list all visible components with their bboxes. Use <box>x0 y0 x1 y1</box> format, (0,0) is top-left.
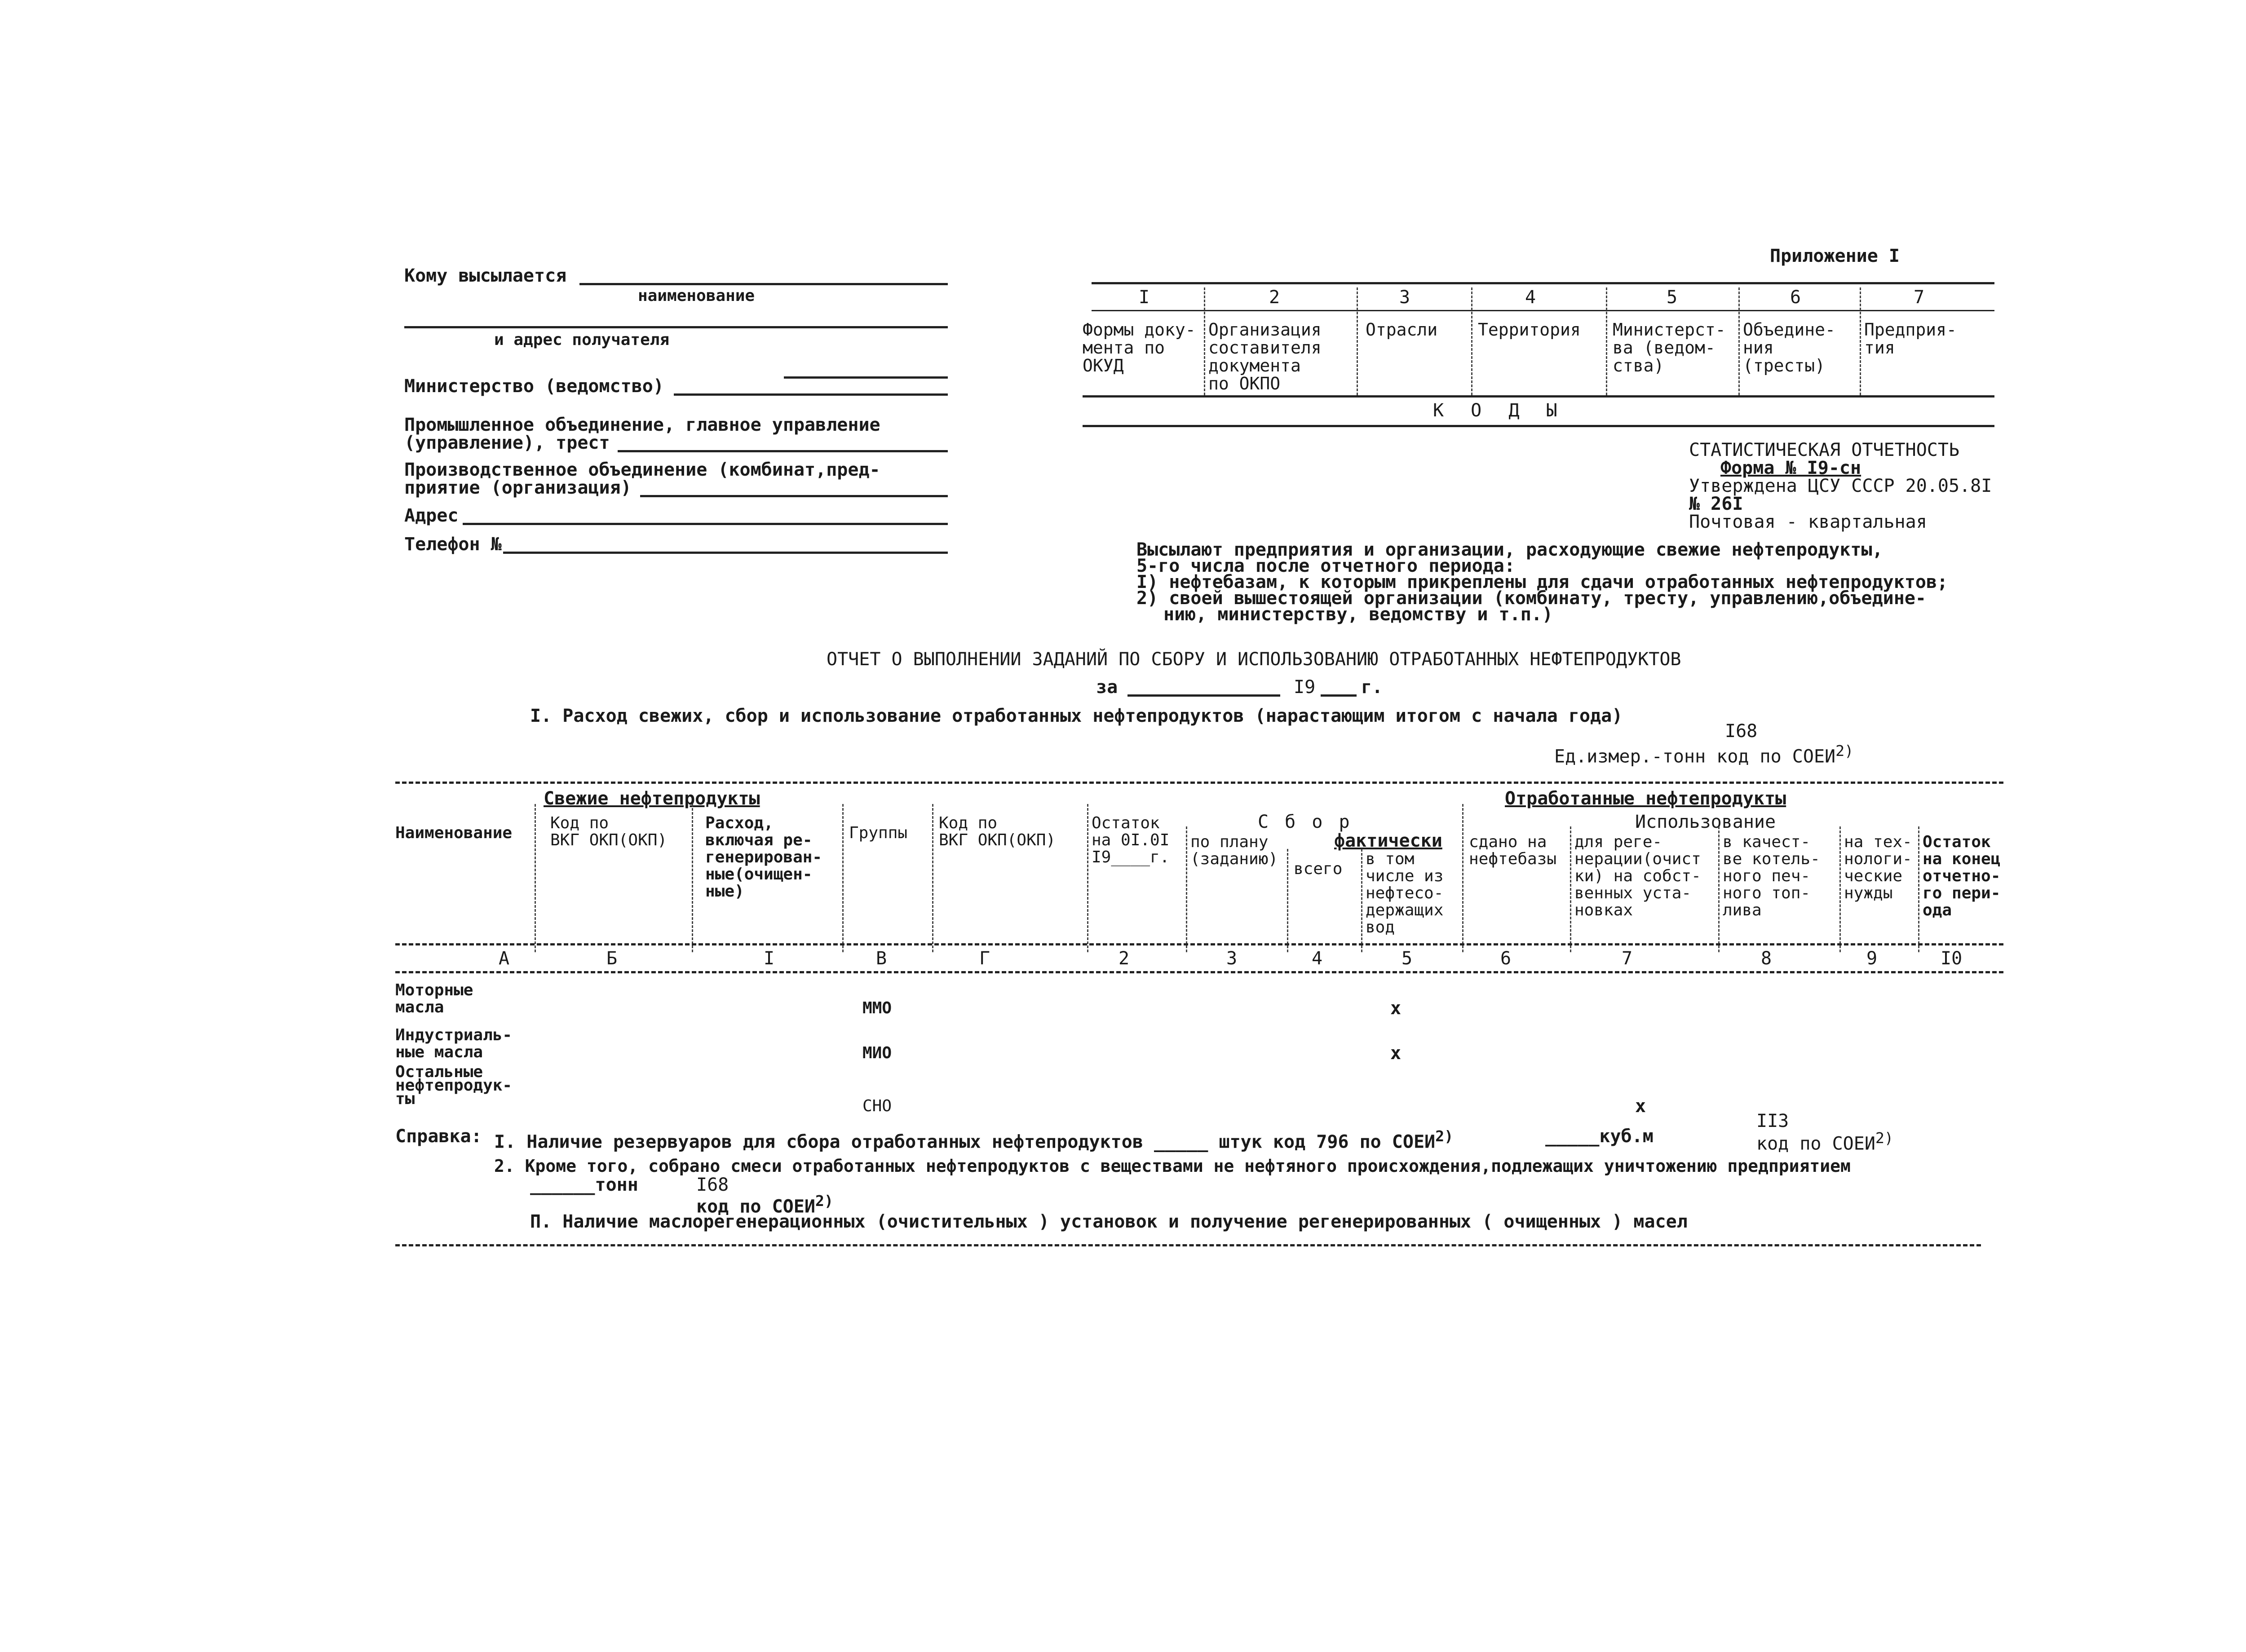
address-label: Адрес <box>404 505 459 526</box>
name-caption: наименование <box>638 287 755 305</box>
col-sep-8 <box>1361 849 1362 952</box>
codes-header-branch: Отрасли <box>1366 320 1438 340</box>
note-2-code-sup: 2) <box>815 1192 834 1210</box>
header-name: Наименование <box>395 824 513 842</box>
association-label-2: (управление), трест <box>404 433 610 453</box>
codes-header-enterprise: Предприя- тия <box>1864 320 1957 358</box>
form-info-line-4: № 26I <box>1689 494 1743 514</box>
col-label-a: А <box>499 948 510 969</box>
note-1 <box>494 1126 1453 1152</box>
codes-sep-1 <box>1204 287 1205 395</box>
header-balance-start: Остаток на 0I.0I I9____г. <box>1092 814 1170 866</box>
section-1-title: I. Расход свежих, сбор и использование отработанных нефтепродуктов (нарастающим итогом с начала года) <box>530 706 1623 726</box>
col-label-5: 5 <box>1402 948 1413 969</box>
section-2-title: П. Наличие маслорегенерационных (очистительных ) установок и получение регенерированных ( очищенных ) масел <box>530 1211 1688 1232</box>
header-bottom-rule <box>395 943 2003 945</box>
codes-footer-rule <box>1083 425 1994 427</box>
group-used: Отработанные нефтепродукты <box>1505 788 1786 809</box>
col-label-rule <box>395 971 2003 973</box>
instructions-line-2: 5-го числа после отчетного периода: <box>1136 556 1515 576</box>
codes-col-num-2: 2 <box>1269 287 1280 308</box>
codes-header-association: Объедине- ния (тресты) <box>1743 320 1835 375</box>
header-regeneration: для реге- нерации(очист ки) на собст- венных уста- новках <box>1574 833 1701 919</box>
ministry-field-line-2[interactable] <box>784 376 948 379</box>
row-name-other-products: Остальные нефтепродук- ты <box>395 1063 513 1108</box>
codes-sep-5 <box>1738 287 1740 395</box>
row-mark-motor-oils: x <box>1390 998 1402 1019</box>
col-sep-1 <box>535 804 536 952</box>
header-included: в том числе из нефтесо- держащих вод <box>1366 850 1444 936</box>
header-tech-needs: на тех- нологи- ческие нужды <box>1844 833 1912 902</box>
note-2-tail: ______тонн <box>530 1175 638 1195</box>
col-label-10: I0 <box>1941 948 1963 969</box>
note-1-code: II3 <box>1756 1111 1789 1131</box>
group-actual: фактически <box>1334 830 1442 851</box>
unit-label <box>1554 741 1853 766</box>
codes-header-okud: Формы доку- мента по ОКУД <box>1083 320 1196 375</box>
address-caption: и адрес получателя <box>494 331 670 349</box>
phone-label: Телефон № <box>404 534 502 555</box>
note-1-sup: 2) <box>1435 1127 1454 1145</box>
header-total: всего <box>1294 860 1343 878</box>
address-field-line[interactable] <box>404 326 948 328</box>
ministry-field-line[interactable] <box>674 393 948 396</box>
form-info-line-5: Почтовая - квартальная <box>1689 512 1927 532</box>
instructions-line-1: Высылают предприятия и организации, расходующие свежие нефтепродукты, <box>1136 539 1883 560</box>
row-group-industrial-oils: МИО <box>862 1044 892 1062</box>
note-1-text: I. Наличие резервуаров для сбора отработанных нефтепродуктов _____ штук код 796 по СОЕИ <box>494 1131 1436 1153</box>
header-boiler-fuel: в качест- ве котель- ного печ- ного топ- лива <box>1723 833 1820 919</box>
note-2-code: I68 <box>696 1175 729 1195</box>
note-1-tail: _____куб.м <box>1545 1126 1654 1147</box>
codes-col-num-1: I <box>1139 287 1150 308</box>
codes-sep-3 <box>1471 287 1472 395</box>
col-label-b: Б <box>606 948 618 969</box>
col-label-8: 8 <box>1761 948 1772 969</box>
unit-text: Ед.измер.-тонн код по СОЕИ <box>1554 746 1836 767</box>
col-sep-4 <box>932 804 933 952</box>
col-sep-10 <box>1570 826 1571 952</box>
to-field-line[interactable] <box>579 283 948 285</box>
note-1-code-sup: 2) <box>1875 1129 1894 1147</box>
appendix-label: Приложение I <box>1770 246 1900 266</box>
col-sep-2 <box>692 804 693 952</box>
association-field-line[interactable] <box>618 450 948 452</box>
to-label: Кому высылается <box>404 265 567 286</box>
row-name-motor-oils: Моторные масла <box>395 981 473 1016</box>
codes-header-okpo: Организация составителя документа по ОКПО <box>1208 320 1322 393</box>
group-fresh: Свежие нефтепродукты <box>544 788 760 809</box>
note-2: 2. Кроме того, собрано смеси отработанных нефтепродуктов с веществами не нефтяного происхождения,подлежащих уничтожению предприятием <box>494 1156 1851 1176</box>
header-code-vkg-2: Код по ВКГ ОКП(ОКП) <box>939 814 1056 849</box>
notes-label: Справка: <box>395 1126 482 1147</box>
unit-sup: 2) <box>1835 742 1854 760</box>
table-top-rule <box>395 782 2003 784</box>
form-number: Форма № I9-сн <box>1720 458 1861 478</box>
row-mark-industrial-oils: x <box>1390 1043 1402 1064</box>
col-label-3: 3 <box>1226 948 1238 969</box>
row-name-industrial-oils: Индустриаль- ные масла <box>395 1026 513 1061</box>
header-code-vkg: Код по ВКГ ОКП(ОКП) <box>550 814 668 849</box>
header-plan: по плану (заданию) <box>1190 833 1278 868</box>
codes-num-rule <box>1092 310 1994 311</box>
col-sep-13 <box>1918 826 1919 952</box>
header-delivered: сдано на нефтебазы <box>1469 833 1557 868</box>
col-label-v: В <box>876 948 887 969</box>
codes-col-num-6: 6 <box>1790 287 1801 308</box>
unit-code: I68 <box>1725 721 1758 742</box>
codes-sep-2 <box>1357 287 1358 395</box>
col-sep-5 <box>1087 804 1088 952</box>
col-sep-3 <box>842 804 844 952</box>
note-1-code-label <box>1756 1128 1893 1153</box>
report-title: ОТЧЕТ О ВЫПОЛНЕНИИ ЗАДАНИЙ ПО СБОРУ И ИСПОЛЬЗОВАНИЮ ОТРАБОТАННЫХ НЕФТЕПРОДУКТОВ <box>827 649 1681 670</box>
codes-footer: К О Д Ы <box>1433 400 1565 421</box>
codes-header-ministry: Министерст- ва (ведом- ства) <box>1613 320 1726 375</box>
header-consumption: Расход, включая ре- генерирован- ные(очищен- ные) <box>705 814 822 901</box>
header-groups: Группы <box>849 824 908 842</box>
codes-col-num-7: 7 <box>1914 287 1925 308</box>
instructions-line-5: нию, министерству, ведомству и т.п.) <box>1163 604 1553 625</box>
col-label-4: 4 <box>1312 948 1323 969</box>
association-label-1: Промышленное объединение, главное управление <box>404 415 880 435</box>
col-sep-12 <box>1839 826 1841 952</box>
period-prefix: за <box>1096 677 1118 698</box>
row-group-motor-oils: ММО <box>862 999 892 1017</box>
form-info-line-3: Утверждена ЦСУ СССР 20.05.8I <box>1689 476 1992 496</box>
group-use: Использование <box>1635 812 1776 832</box>
note-2-code-text: код по СОЕИ <box>696 1196 815 1217</box>
period-year: I9 <box>1294 677 1316 698</box>
col-label-9: 9 <box>1866 948 1878 969</box>
header-balance-end: Остаток на конец отчетно- го пери- ода <box>1923 833 2001 919</box>
row-mark-other-products: x <box>1635 1096 1646 1117</box>
production-field-line[interactable] <box>640 495 948 497</box>
form-info-line-1: СТАТИСТИЧЕСКАЯ ОТЧЕТНОСТЬ <box>1689 440 1960 460</box>
col-sep-7 <box>1287 849 1288 952</box>
period-suffix: г. <box>1361 677 1383 698</box>
col-sep-11 <box>1718 826 1720 952</box>
instructions-line-3: I) нефтебазам, к которым прикреплены для сдачи отработанных нефтепродуктов; <box>1136 572 1948 592</box>
period-field-line[interactable] <box>1127 694 1280 697</box>
col-sep-6 <box>1186 826 1187 952</box>
codes-bottom-rule <box>1083 395 1994 398</box>
group-collect: С б о р <box>1258 812 1353 832</box>
note-1-code-text: код по СОЕИ <box>1756 1133 1875 1154</box>
codes-col-num-4: 4 <box>1525 287 1536 308</box>
col-label-6: 6 <box>1500 948 1512 969</box>
bottom-rule <box>395 1244 1981 1246</box>
col-label-1: I <box>764 948 775 969</box>
instructions-line-4: 2) своей вышестоящей организации (комбинату, тресту, управлению,объедине- <box>1136 588 1926 609</box>
phone-line[interactable] <box>503 552 948 554</box>
row-group-other-products: СНО <box>862 1097 892 1115</box>
col-label-2: 2 <box>1119 948 1130 969</box>
period-year-line[interactable] <box>1321 694 1357 697</box>
codes-header-territory: Территория <box>1478 320 1581 340</box>
ministry-label: Министерство (ведомство) <box>404 376 664 397</box>
codes-col-num-3: 3 <box>1399 287 1410 308</box>
col-sep-9 <box>1462 804 1463 952</box>
codes-col-num-5: 5 <box>1667 287 1678 308</box>
codes-sep-4 <box>1606 287 1607 395</box>
col-label-7: 7 <box>1622 948 1633 969</box>
production-label-1: Производственное объединение (комбинат,пред- <box>404 459 880 480</box>
codes-sep-6 <box>1860 287 1861 395</box>
production-label-2: приятие (организация) <box>404 477 632 498</box>
codes-top-rule <box>1092 282 1994 284</box>
address-line[interactable] <box>463 523 948 525</box>
col-label-g: Г <box>979 948 990 969</box>
